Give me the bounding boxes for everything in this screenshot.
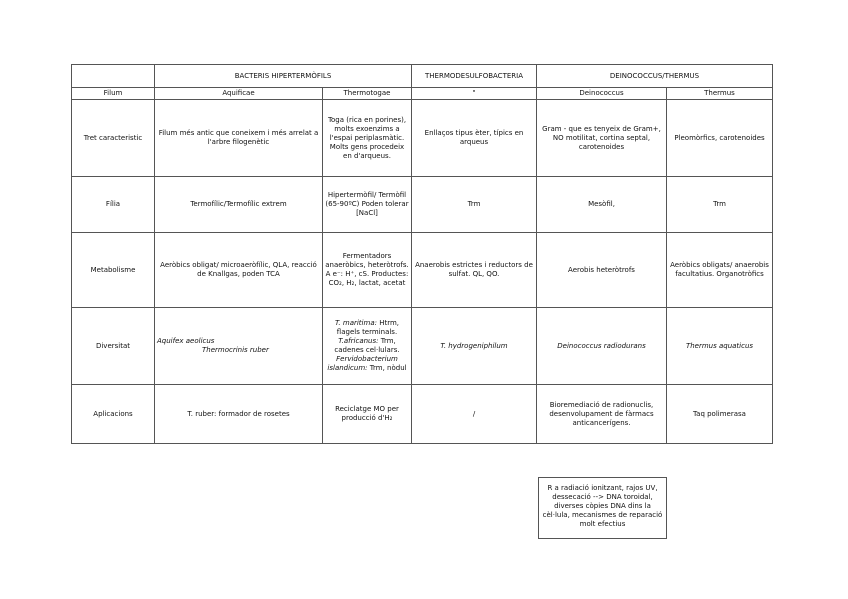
note-box: R a radiació ionitzant, rajos UV, dessecació --> DNA toroidal, diverses còpies DNA dins la cèl·lula, mecanismes de reparació molt efectius [538,477,667,539]
table-row-aplicacions [72,385,773,444]
cell-metabolisme-aquificae: Aeròbics obligat/ microaeròfílic, QLA, reacció de Knallgas, poden TCA [155,233,323,308]
cell-diversitat-aquificae [155,308,323,385]
table-row-filia [72,177,773,233]
subheader-aquificae: Aquificae [155,88,323,100]
cell-filia-deinococcus: Mesòfil, [537,177,667,233]
header-deinococcus-thermus: DEINOCOCCUS/THERMUS [537,65,773,88]
cell-filia-thermus: Trm [667,177,773,233]
header-thermodesulfobacteria: THERMODESULFOBACTERIA [412,65,537,88]
cell-filia-aquificae: Termofílic/Termofílic extrem [155,177,323,233]
desc-fervidobacterium: Trm, nòdul [369,364,407,372]
cell-metabolisme-deinococcus: Aerobis heteròtrofs [537,233,667,308]
table-row-metabolisme [72,233,773,308]
species-t-maritima: T. maritima: [334,319,377,327]
table-row-diversitat [72,308,773,385]
subheader-thermodesulfo: " [412,88,537,100]
cell-diversitat-thermodesulfo: T. hydrogeniphilum [412,308,537,385]
row-label-metabolisme: Metabolisme [72,233,155,308]
desc-t-maritima: Htrm, flagels terminals. [336,319,400,336]
cell-diversitat-thermotogae [323,308,412,385]
header-blank-cell [72,65,155,88]
row-label-diversitat: Diversitat [72,308,155,385]
row-label-tret: Tret caracteristic [72,100,155,177]
cell-filia-thermodesulfo: Trm [412,177,537,233]
cell-aplicacions-deinococcus: Bioremediació de radionuclis, desenvolupament de fàrmacs anticancerígens. [537,385,667,444]
species-t-africanus: T.africanus: [338,337,379,345]
cell-aplicacions-thermotogae: Reciclatge MO per producció d'H₂ [323,385,412,444]
cell-tret-thermodesulfo: Enllaços tipus èter, típics en arqueus [412,100,537,177]
cell-aplicacions-aquificae: T. ruber: formador de rosetes [155,385,323,444]
cell-tret-aquificae: Filum més antic que coneixem i més arrelat a l'arbre filogenètic [155,100,323,177]
classification-table [71,64,773,444]
header-hyperthermophiles: BACTERIS HIPERTERMÒFILS [155,65,412,88]
cell-aplicacions-thermus: Taq polimerasa [667,385,773,444]
subheader-filum: Filum [72,88,155,100]
row-label-aplicacions: Aplicacions [72,385,155,444]
header-row [72,65,773,88]
cell-filia-thermotogae: Hipertermòfil/ Termòfil (65-90ºC) Poden tolerar [NaCl] [323,177,412,233]
row-label-filia: Fília [72,177,155,233]
cell-tret-thermotogae: Toga (rica en porines), molts exoenzims a l'espai periplasmàtic. Molts gens procedeix en d'arqueus. [323,100,412,177]
subheader-deinococcus: Deinococcus [537,88,667,100]
cell-diversitat-deinococcus: Deinococcus radiodurans [537,308,667,385]
cell-metabolisme-thermodesulfo: Anaerobis estrictes i reductors de sulfat. QL, QO. [412,233,537,308]
table-row-tret [72,100,773,177]
cell-metabolisme-thermus: Aeròbics obligats/ anaerobis facultatius. Organotròfics [667,233,773,308]
cell-metabolisme-thermotogae: Fermentadors anaeròbics, heteròtrofs. A e⁻: H⁺, cS. Productes: CO₂, H₂, lactat, acetat [323,233,412,308]
cell-aplicacions-thermodesulfo: / [412,385,537,444]
cell-tret-deinococcus: Gram - que es tenyeix de Gram+, NO motilitat, cortina septal, carotenoides [537,100,667,177]
cell-diversitat-thermus: Thermus aquaticus [667,308,773,385]
species-aquifex: Aquifex aeolicus [157,337,215,345]
subheader-thermotogae: Thermotogae [323,88,412,100]
subheader-thermus: Thermus [667,88,773,100]
cell-tret-thermus: Pleomòrfics, carotenoides [667,100,773,177]
species-thermocrinis: Thermocrinis ruber [202,346,269,354]
subheader-row [72,88,773,100]
desc-t-africanus: Trm, cadenes cel·lulars. [334,337,400,354]
species-fervidobacterium: Fervidobacterium islandicum: [327,355,398,372]
